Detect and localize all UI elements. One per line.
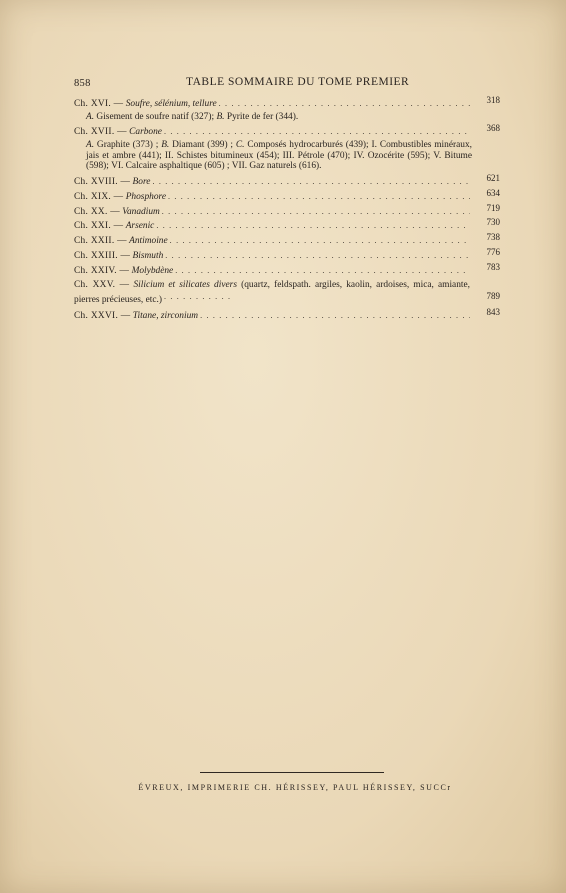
dot-leader xyxy=(156,220,470,231)
page-reference: 783 xyxy=(486,261,500,272)
toc-entry xyxy=(74,123,500,138)
dot-leader xyxy=(164,126,470,137)
page-number: 858 xyxy=(74,78,91,89)
dot-leader xyxy=(175,265,470,276)
page-reference: 776 xyxy=(486,246,500,257)
section-letter: A. xyxy=(86,140,95,151)
chapter-number: Ch. XVI. — xyxy=(74,99,124,109)
chapter-title-continued: (quartz, feldspath. argiles, kaolin, ardoises, mica, amiante, pierres précieuses, etc.) xyxy=(74,279,471,305)
chapter-number: Ch. XX. — xyxy=(74,206,120,217)
page-reference: 738 xyxy=(486,232,500,243)
page-reference: 730 xyxy=(486,217,500,228)
toc-entry xyxy=(74,202,500,218)
section-letter: B. xyxy=(161,140,170,151)
dot-leader xyxy=(200,310,470,321)
page-header xyxy=(74,76,504,92)
chapter-number: Ch. XVII. — xyxy=(74,127,127,138)
toc-entry xyxy=(74,246,500,262)
chapter-number: Ch. XIX. — xyxy=(74,191,124,202)
chapter-title: Arsenic xyxy=(125,221,155,232)
chapter-title: Carbone xyxy=(129,127,162,138)
dot-leader xyxy=(219,98,470,109)
chapter-number: Ch. XXII. — xyxy=(74,236,127,247)
toc-entry xyxy=(74,95,500,110)
toc-entry xyxy=(74,280,500,306)
chapter-title: Bismuth xyxy=(132,250,164,261)
section-text: Composés hydrocarburés (439); I. Combustibles minéraux, jais et ambre (441); II. Schistes bitumineux (454); III. Pétrole (470); IV. Ozocérite (595); V. Bitume (598); VI. Calcaire asphaltique (605) ; VII. Gaz naturels (616). xyxy=(86,140,472,172)
dot-leader xyxy=(170,235,470,246)
section-text: Pyrite de fer (344). xyxy=(224,111,299,122)
chapter-title: Phosphore xyxy=(125,191,166,202)
toc-entry xyxy=(74,232,500,247)
chapter-number: Ch. XXVI. — xyxy=(74,310,131,321)
chapter-title: Titane, zirconium xyxy=(132,310,199,321)
chapter-subsections xyxy=(74,112,500,123)
page-reference: 719 xyxy=(486,202,500,213)
chapter-number: Ch. XXI. — xyxy=(74,221,124,232)
section-letter: A. xyxy=(86,111,95,122)
toc-entry xyxy=(74,217,500,232)
chapter-number: Ch. XXV. — xyxy=(74,279,130,290)
page-reference: 318 xyxy=(486,95,500,105)
chapter-subsections xyxy=(74,140,500,172)
printer-imprint: ÉVREUX, IMPRIMERIE CH. HÉRISSEY, PAUL HÉRISSEY, SUCCr xyxy=(138,783,452,792)
page-reference: 634 xyxy=(486,187,500,198)
dot-leader xyxy=(168,191,470,202)
section-letter: B. xyxy=(216,111,225,122)
page-reference: 789 xyxy=(486,291,500,302)
section-text: Diamant (399) ; xyxy=(169,140,236,151)
chapter-title: Bore xyxy=(132,176,151,187)
dot-leader xyxy=(164,291,234,302)
page-reference: 368 xyxy=(486,123,500,134)
footer-rule xyxy=(200,772,384,773)
chapter-number: Ch. XXIII. — xyxy=(74,250,131,261)
chapter-title: Vanadium xyxy=(122,206,160,217)
section-text: Gisement de soufre natif (327); xyxy=(94,111,217,122)
running-title: TABLE SOMMAIRE DU TOME PREMIER xyxy=(186,76,410,88)
chapter-number: Ch. XXIV. — xyxy=(74,265,130,276)
page-reference: 843 xyxy=(486,306,500,317)
chapter-number: Ch. XVIII. — xyxy=(74,176,131,187)
section-text: Graphite (373) ; xyxy=(94,140,162,151)
toc-entry-text xyxy=(74,280,474,306)
toc-entry xyxy=(74,187,500,203)
toc-entry xyxy=(74,172,500,188)
chapter-title: Antimoine xyxy=(129,236,168,247)
table-of-contents xyxy=(74,95,500,324)
page-reference: 621 xyxy=(486,172,500,183)
dot-leader xyxy=(162,206,470,217)
chapter-title: Silicium et silicates divers xyxy=(133,279,237,290)
dot-leader xyxy=(152,176,470,187)
section-letter: C. xyxy=(235,140,245,151)
toc-entry xyxy=(74,306,500,322)
chapter-title: Soufre, sélénium, tellure xyxy=(125,99,217,109)
toc-entry xyxy=(74,261,500,277)
dot-leader xyxy=(165,250,470,261)
chapter-title: Molybdène xyxy=(131,265,174,276)
